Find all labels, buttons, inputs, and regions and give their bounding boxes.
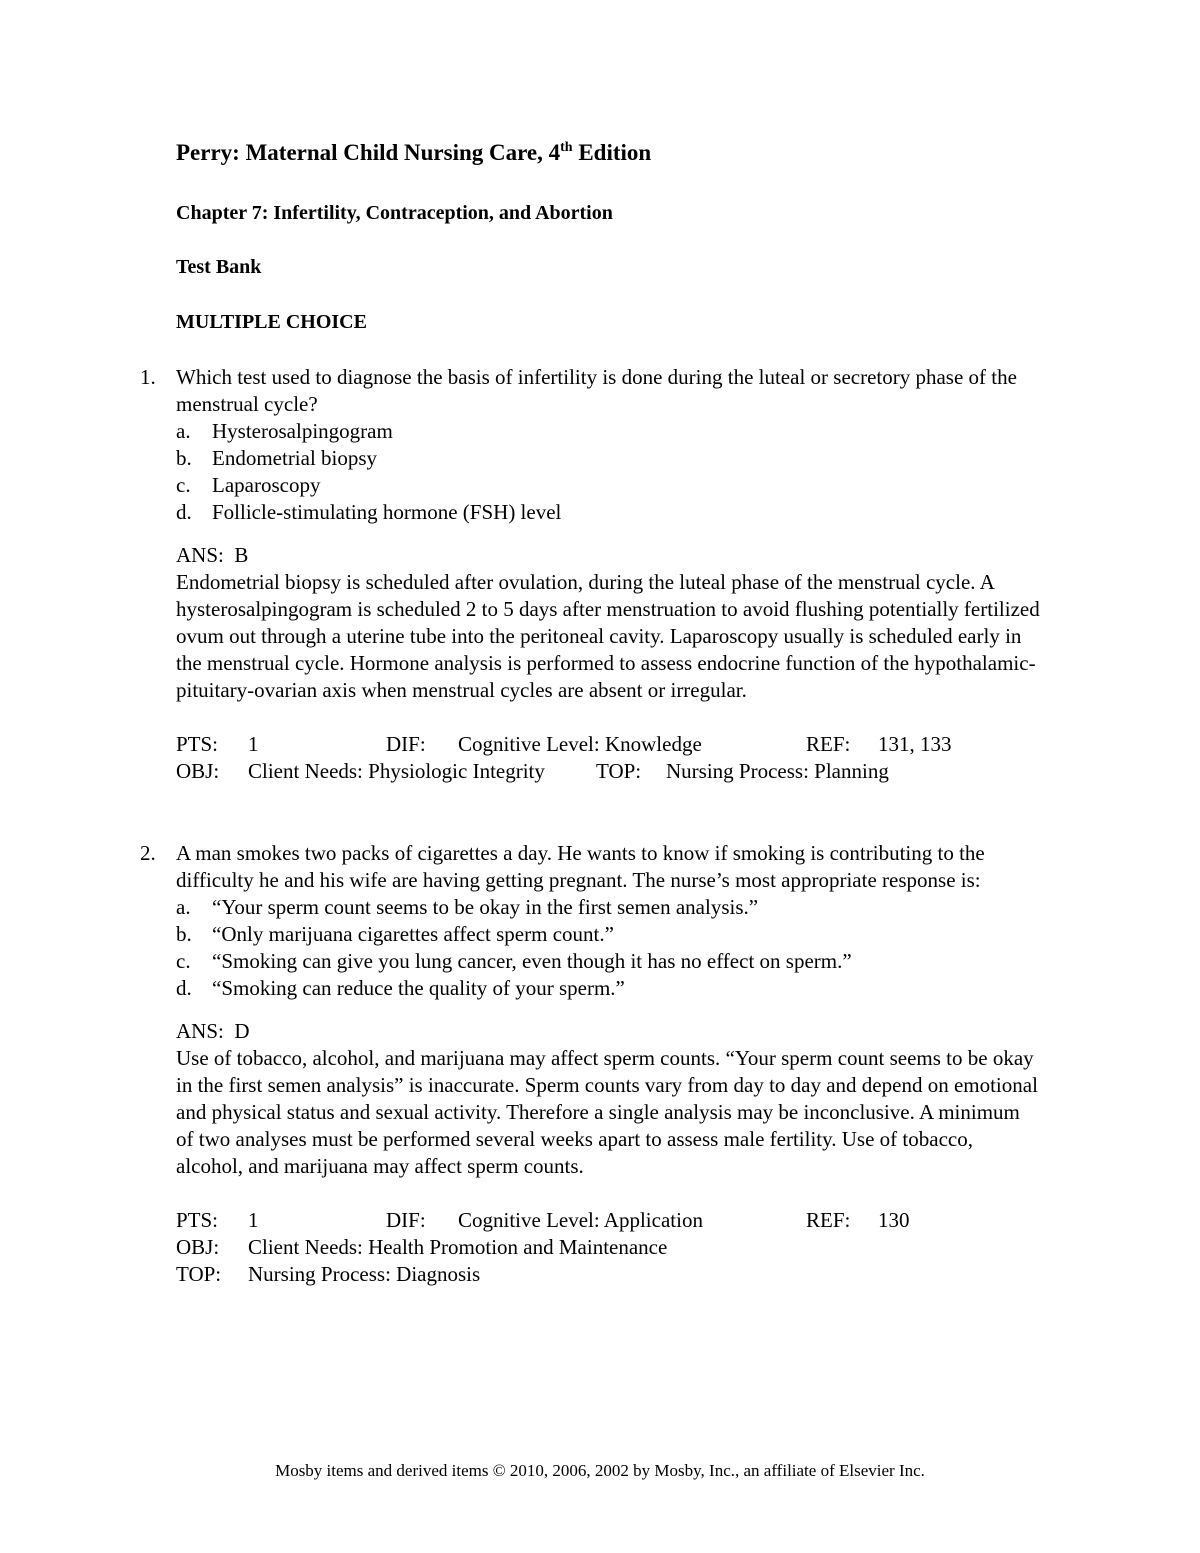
answer-option-c bbox=[176, 472, 1040, 499]
answer-key bbox=[176, 1018, 1040, 1045]
title-main: Perry: Maternal Child Nursing Care, 4 bbox=[176, 140, 561, 165]
answer-option-b bbox=[176, 445, 1040, 472]
rationale-text: Use of tobacco, alcohol, and marijuana may affect sperm counts. “Your sperm count seems to be okay in the first semen analysis” is inaccurate. Sperm counts vary from day to day and depend on emotional and physical status and sexual activity. Therefore a single analysis may be inconclusive. A minimum of two analyses must be performed several weeks apart to assess male fertility. Use of tobacco, alcohol, and marijuana may affect sperm counts. bbox=[176, 1046, 1038, 1178]
dif-label: DIF: bbox=[386, 1208, 426, 1232]
question-metadata bbox=[176, 731, 1040, 785]
answer-option-b bbox=[176, 921, 1040, 948]
answer-value: B bbox=[234, 543, 249, 567]
metadata-row bbox=[176, 1207, 1040, 1234]
option-letter: c. bbox=[176, 949, 191, 973]
copyright-footer: Mosby items and derived items © 2010, 2006, 2002 by Mosby, Inc., an affiliate of Elsevier Inc. bbox=[275, 1461, 925, 1480]
answer-option-d bbox=[176, 499, 1040, 526]
option-text: Endometrial biopsy bbox=[212, 446, 378, 470]
question-stem: A man smokes two packs of cigarettes a day. He wants to know if smoking is contributing to the difficulty he and his wife are having getting pregnant. The nurse’s most appropriate response is: bbox=[176, 841, 985, 892]
section-heading: MULTIPLE CHOICE bbox=[176, 311, 367, 333]
top-value: Nursing Process: Diagnosis bbox=[248, 1262, 481, 1286]
option-text: “Smoking can reduce the quality of your sperm.” bbox=[212, 976, 625, 1000]
answer-label: ANS: bbox=[176, 1019, 224, 1043]
answer-option-d bbox=[176, 975, 1040, 1002]
option-letter: a. bbox=[176, 895, 191, 919]
question-body bbox=[176, 364, 1040, 785]
chapter-heading: Chapter 7: Infertility, Contraception, and Abortion bbox=[176, 202, 613, 224]
pts-label: PTS: bbox=[176, 732, 219, 756]
option-text: “Only marijuana cigarettes affect sperm count.” bbox=[212, 922, 614, 946]
dif-value: Cognitive Level: Knowledge bbox=[458, 732, 702, 756]
answer-key bbox=[176, 542, 1040, 569]
question-metadata bbox=[176, 1207, 1040, 1288]
rationale-text: Endometrial biopsy is scheduled after ovulation, during the luteal phase of the menstrual cycle. A hysterosalpingogram is scheduled 2 to 5 days after menstruation to avoid flushing potentially fertilized ovum out through a uterine tube into the peritoneal cavity. Laparoscopy usually is scheduled early in the menstrual cycle. Hormone analysis is performed to assess endocrine function of the hypothalamic-pituitary-ovarian axis when menstrual cycles are absent or irregular. bbox=[176, 570, 1040, 702]
option-text: Hysterosalpingogram bbox=[212, 419, 393, 443]
question-1 bbox=[140, 364, 1040, 785]
answer-value: D bbox=[234, 1019, 250, 1043]
top-label: TOP: bbox=[176, 1262, 222, 1286]
obj-label: OBJ: bbox=[176, 759, 220, 783]
option-letter: c. bbox=[176, 473, 191, 497]
dif-label: DIF: bbox=[386, 732, 426, 756]
option-letter: a. bbox=[176, 419, 191, 443]
metadata-row bbox=[176, 758, 1040, 785]
pts-label: PTS: bbox=[176, 1208, 219, 1232]
option-text: Follicle-stimulating hormone (FSH) level bbox=[212, 500, 562, 524]
answer-option-a bbox=[176, 894, 1040, 921]
top-value: Nursing Process: Planning bbox=[666, 759, 889, 783]
option-letter: b. bbox=[176, 446, 192, 470]
ref-value: 130 bbox=[878, 1208, 910, 1232]
option-letter: b. bbox=[176, 922, 192, 946]
metadata-row bbox=[176, 731, 1040, 758]
question-number: 1. bbox=[140, 365, 156, 389]
top-label: TOP: bbox=[596, 759, 642, 783]
ref-label: REF: bbox=[806, 1208, 851, 1232]
option-text: “Smoking can give you lung cancer, even though it has no effect on sperm.” bbox=[212, 949, 852, 973]
option-text: Laparoscopy bbox=[212, 473, 321, 497]
answer-label: ANS: bbox=[176, 543, 224, 567]
question-number: 2. bbox=[140, 841, 156, 865]
metadata-row bbox=[176, 1261, 1040, 1288]
obj-value: Client Needs: Health Promotion and Maintenance bbox=[248, 1235, 668, 1259]
question-body bbox=[176, 840, 1040, 1288]
metadata-row bbox=[176, 1234, 1040, 1261]
title-end: Edition bbox=[572, 140, 652, 165]
pts-value: 1 bbox=[248, 732, 259, 756]
ref-label: REF: bbox=[806, 732, 851, 756]
obj-label: OBJ: bbox=[176, 1235, 220, 1259]
answer-option-a bbox=[176, 418, 1040, 445]
ref-value: 131, 133 bbox=[878, 732, 952, 756]
option-text: “Your sperm count seems to be okay in the first semen analysis.” bbox=[212, 895, 759, 919]
question-2 bbox=[140, 840, 1040, 1288]
dif-value: Cognitive Level: Application bbox=[458, 1208, 703, 1232]
obj-value: Client Needs: Physiologic Integrity bbox=[248, 759, 545, 783]
test-bank-heading: Test Bank bbox=[176, 256, 262, 278]
pts-value: 1 bbox=[248, 1208, 259, 1232]
option-letter: d. bbox=[176, 500, 192, 524]
option-letter: d. bbox=[176, 976, 192, 1000]
title-superscript: th bbox=[560, 140, 573, 155]
document-title bbox=[176, 140, 651, 166]
answer-option-c bbox=[176, 948, 1040, 975]
question-stem: Which test used to diagnose the basis of infertility is done during the luteal or secretory phase of the menstrual cycle? bbox=[176, 365, 1017, 416]
